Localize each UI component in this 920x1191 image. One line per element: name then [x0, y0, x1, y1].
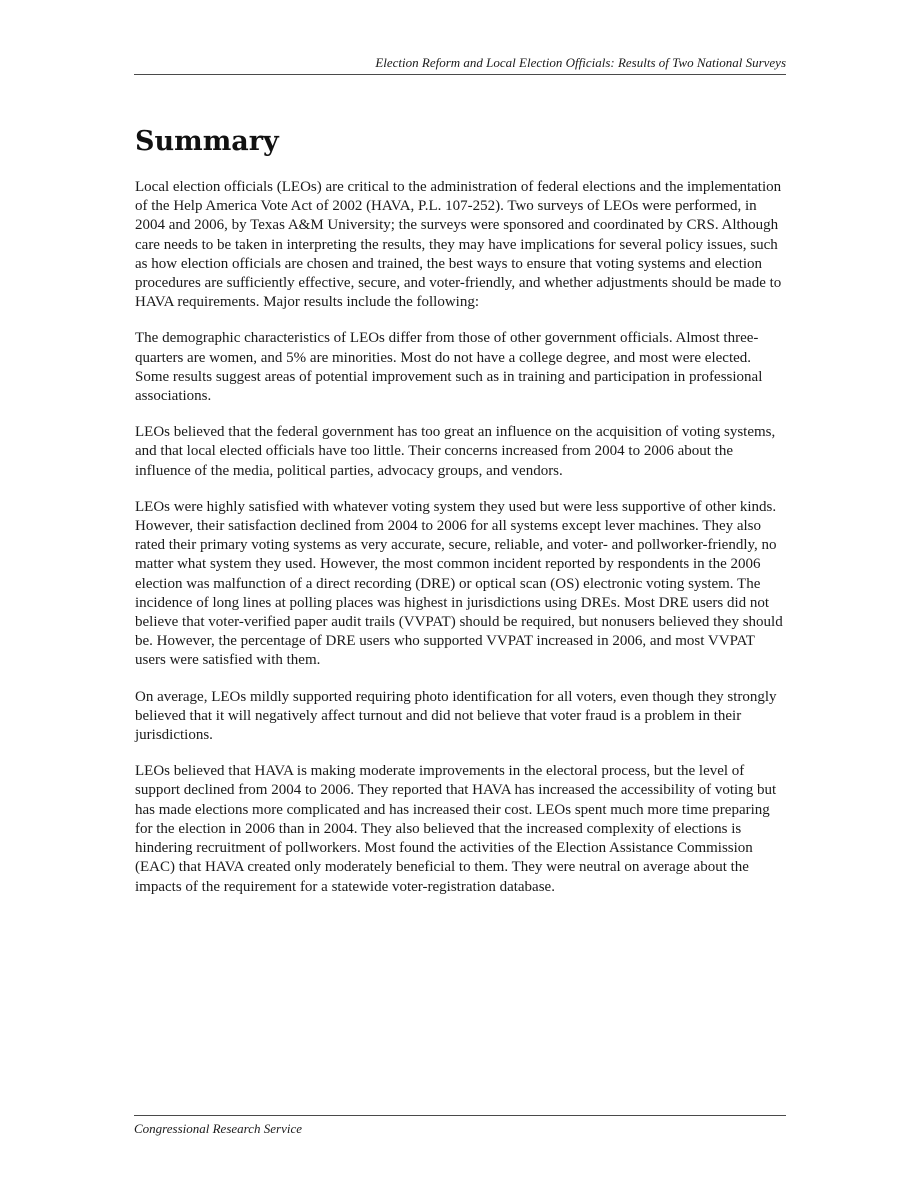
- paragraph-intro: Local election officials (LEOs) are critical to the administration of federal elections and the implementation of the Help America Vote Act of 2002 (HAVA, P.L. 107-252). Two surveys of LEOs were performed, in 2004 and 2006, by Texas A&M University; the surveys were sponsored and coordinated by CRS. Although care needs to be taken in interpreting the results, they may have implications for several policy issues, such as how election officials are chosen and trained, the best ways to ensure that voting systems and election procedures are sufficiently effective, secure, and voter-friendly, and whether adjustments should be made to HAVA requirements. Major results include the following:: [135, 179, 782, 311]
- running-header-title: Election Reform and Local Election Officials: Results of Two National Surveys: [375, 55, 786, 70]
- summary-body: [135, 178, 787, 914]
- paragraph-hava-impact: LEOs believed that HAVA is making moderate improvements in the electoral process, but the level of support declined from 2004 to 2006. They reported that HAVA has increased the accessibility of voting but has made elections more complicated and has increased their cost. LEOs spent much more time preparing for the election in 2006 than in 2004. They also believed that the increased complexity of elections is hindering recruitment of pollworkers. Most found the activities of the Election Assistance Commission (EAC) that HAVA created only moderately beneficial to them. They were neutral on average about the impacts of the requirement for a statewide voter-registration database.: [135, 763, 777, 895]
- page-title: Summary: [135, 126, 279, 157]
- paragraph-federal-influence: LEOs believed that the federal government has too great an influence on the acquisition of voting systems, and that local elected officials have too little. Their concerns increased from 2004 to 2006 about the influence of the media, political parties, advocacy groups, and vendors.: [135, 424, 776, 479]
- paragraph-demographics: The demographic characteristics of LEOs differ from those of other government officials. Almost three-quarters are women, and 5% are minorities. Most do not have a college degree, and most were elected. Some results suggest areas of potential improvement such as in training and participation in professional associations.: [135, 330, 763, 405]
- footer-publisher: Congressional Research Service: [134, 1121, 302, 1136]
- paragraph-voting-systems: LEOs were highly satisfied with whatever voting system they used but were less supportive of other kinds. However, their satisfaction declined from 2004 to 2006 for all systems except lever machines. They also rated their primary voting systems as very accurate, secure, reliable, and voter- and pollworker-friendly, no matter what system they used. However, the most common incident reported by respondents in the 2006 election was malfunction of a direct recording (DRE) or optical scan (OS) electronic voting system. The incidence of long lines at polling places was highest in jurisdictions using DREs. Most DRE users did not believe that voter-verified paper audit trails (VVPAT) should be required, but nonusers believed they should be. However, the percentage of DRE users who supported VVPAT increased in 2006, and most VVPAT users were satisfied with them.: [135, 498, 783, 669]
- running-footer: [134, 1115, 786, 1138]
- running-header: [134, 54, 786, 75]
- paragraph-photo-id: On average, LEOs mildly supported requiring photo identification for all voters, even though they strongly believed that it will negatively affect turnout and did not believe that voter fraud is a problem in their jurisdictions.: [135, 688, 777, 744]
